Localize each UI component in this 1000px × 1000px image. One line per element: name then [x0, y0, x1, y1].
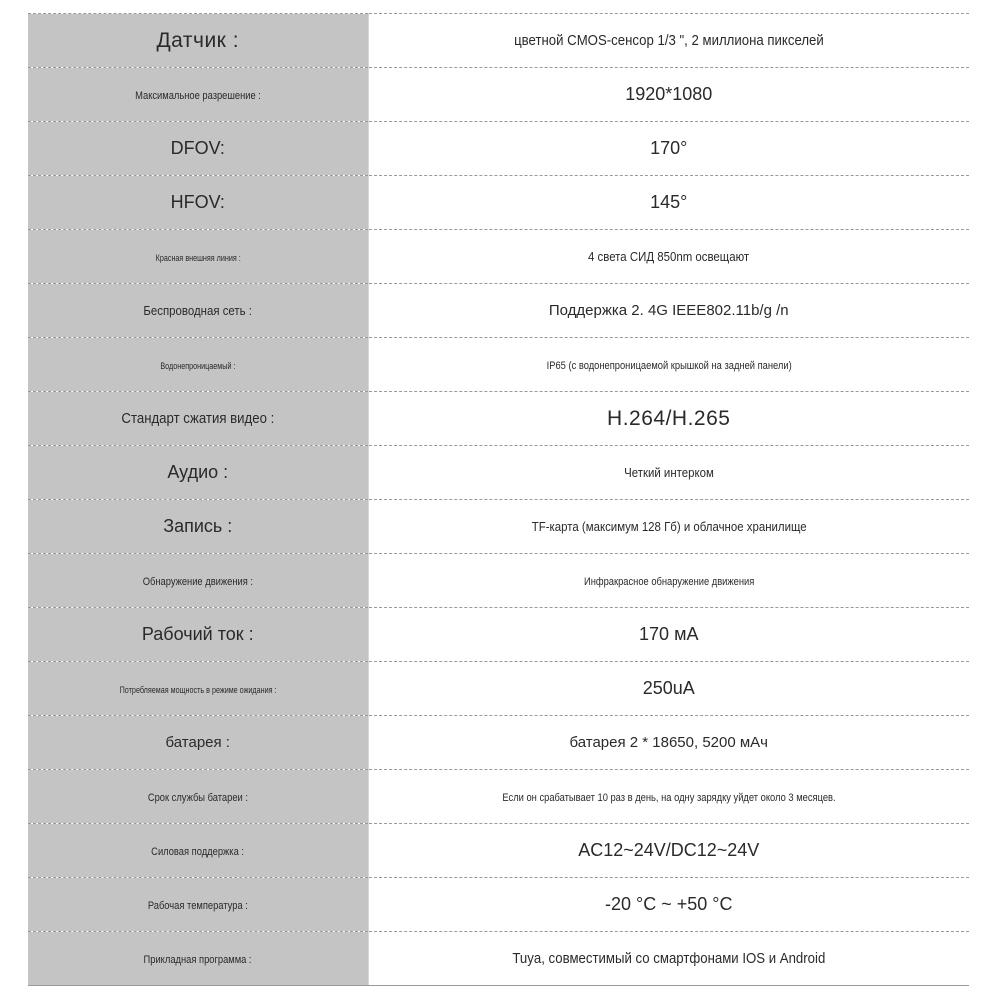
table-row: [28, 824, 969, 878]
spec-table: [28, 13, 969, 986]
spec-label: [28, 68, 368, 122]
spec-label: [28, 716, 368, 770]
spec-value-text: Если он срабатывает 10 раз в день, на одну зарядку уйдет около 3 месяцев.: [502, 791, 836, 804]
spec-label-text: Беспроводная сеть :: [143, 302, 253, 318]
spec-label: [28, 932, 368, 986]
spec-label: [28, 338, 368, 392]
spec-label: [28, 176, 368, 230]
spec-label-text: Рабочий ток :: [141, 624, 254, 644]
spec-label-text: Датчик :: [156, 28, 240, 52]
spec-label: [28, 500, 368, 554]
spec-value-text: 170 мА: [639, 624, 699, 644]
spec-value: [368, 446, 969, 500]
table-row: [28, 500, 969, 554]
spec-value-text: батарея 2 * 18650, 5200 мАч: [569, 733, 768, 751]
spec-label-text: Потребляемая мощность в режиме ожидания :: [119, 684, 277, 695]
table-row: [28, 770, 969, 824]
table-row: [28, 662, 969, 716]
table-row: [28, 14, 969, 68]
spec-value: [368, 122, 969, 176]
spec-label-text: Водонепроницаемый :: [160, 360, 236, 371]
spec-label: [28, 770, 368, 824]
spec-value-text: 170°: [650, 138, 688, 158]
spec-value: [368, 284, 969, 338]
table-row: [28, 176, 969, 230]
table-row: [28, 338, 969, 392]
spec-label: [28, 878, 368, 932]
spec-label: [28, 662, 368, 716]
spec-value-text: Четкий интерком: [623, 464, 714, 480]
spec-label-text: Запись :: [163, 516, 233, 536]
spec-label: [28, 608, 368, 662]
spec-label-text: DFOV:: [170, 138, 225, 158]
table-row: [28, 554, 969, 608]
spec-label: [28, 284, 368, 338]
spec-value-text: Инфракрасное обнаружение движения: [583, 575, 754, 588]
spec-label: [28, 824, 368, 878]
spec-value: [368, 14, 969, 68]
spec-label-text: Красная внешняя линия :: [155, 252, 241, 263]
spec-label-text: Рабочая температура :: [147, 899, 248, 912]
spec-value-text: Tuya, совместимый со смартфонами IOS и Android: [512, 949, 826, 967]
spec-label: [28, 230, 368, 284]
spec-value: [368, 608, 969, 662]
table-row: [28, 122, 969, 176]
table-row: [28, 716, 969, 770]
spec-value: [368, 878, 969, 932]
spec-value-text: AC12~24V/DC12~24V: [578, 840, 760, 860]
table-row: [28, 932, 969, 986]
spec-label: [28, 392, 368, 446]
spec-label-text: батарея :: [165, 733, 230, 751]
table-row: [28, 68, 969, 122]
spec-label-text: Стандарт сжатия видео :: [121, 409, 275, 427]
table-row: [28, 608, 969, 662]
spec-label-text: Аудио :: [167, 462, 229, 482]
spec-value: [368, 662, 969, 716]
spec-label: [28, 122, 368, 176]
spec-value-text: 250uA: [642, 678, 695, 698]
spec-value: [368, 770, 969, 824]
table-row: [28, 446, 969, 500]
spec-value: [368, 230, 969, 284]
table-row: [28, 230, 969, 284]
spec-value-text: цветной CMOS-сенсор 1/3 ", 2 миллиона пикселей: [513, 31, 824, 49]
spec-value: [368, 716, 969, 770]
spec-value: [368, 338, 969, 392]
spec-value-text: IP65 (с водонепроницаемой крышкой на задней панели): [546, 359, 792, 372]
spec-value-text: 1920*1080: [625, 84, 713, 104]
spec-value: [368, 68, 969, 122]
table-row: [28, 284, 969, 338]
spec-value: [368, 824, 969, 878]
spec-label: [28, 554, 368, 608]
table-row: [28, 878, 969, 932]
spec-label-text: Срок службы батареи :: [147, 791, 248, 804]
table-row: [28, 392, 969, 446]
spec-value-text: -20 °C ~ +50 °C: [605, 894, 733, 914]
spec-label-text: Обнаружение движения :: [142, 575, 253, 588]
spec-value: [368, 392, 969, 446]
spec-label-text: HFOV:: [170, 192, 225, 212]
spec-value: [368, 932, 969, 986]
spec-value: [368, 176, 969, 230]
spec-label-text: Прикладная программа :: [143, 953, 252, 966]
spec-value-text: 4 света СИД 850nm освещают: [588, 248, 750, 264]
spec-value: [368, 554, 969, 608]
spec-value: [368, 500, 969, 554]
spec-value-text: 145°: [650, 192, 688, 212]
spec-value-text: Поддержка 2. 4G IEEE802.11b/g /n: [548, 301, 789, 319]
spec-value-text: TF-карта (максимум 128 Гб) и облачное хранилище: [531, 518, 807, 534]
spec-label: [28, 14, 368, 68]
spec-value-text: H.264/H.265: [607, 406, 731, 430]
spec-label: [28, 446, 368, 500]
spec-label-text: Силовая поддержка :: [151, 845, 245, 858]
spec-label-text: Максимальное разрешение :: [134, 89, 261, 102]
